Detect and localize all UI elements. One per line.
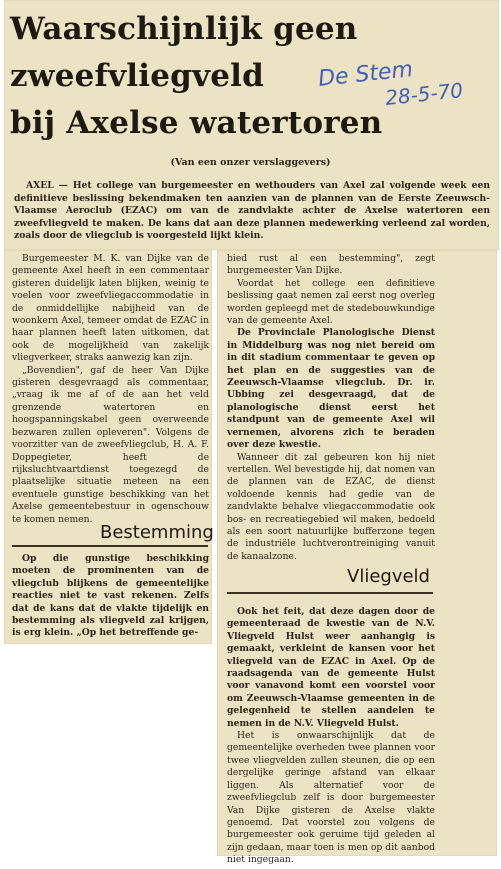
- column-right: [227, 253, 435, 563]
- paragraph: Het is onwaarschijnlijk dat de gemeentelijke overheden twee plannen voor twee vliegvelden zullen steunen, die op een dergelijke geringe afstand van elkaar liggen. Als alternatief voor de zweefvliegclub zelf is door burgemeester Van Dijke gisteren de Axelse vlakte genoemd. Dat voorstel zou volgens de burgemeester ook geruime tijd geleden al zijn gedaan, maar toen is men op dit aanbod niet ingegaan.: [227, 730, 435, 866]
- paragraph: De Provinciale Planologische Dienst in Middelburg was nog niet bereid om in dit stadium commentaar te geven op het plan en de suggesties van de Zeeuwsch-Vlaamse vliegclub. Dr. ir. Ubbing zei desgevraagd, dat de planologische dienst eerst het standpunt van de gemeente Axel wil vernemen, alvorens zich te beraden over deze kwestie.: [227, 327, 435, 451]
- column-right-lower: [227, 606, 435, 867]
- subhead-vliegveld: Vliegveld: [347, 566, 430, 587]
- paragraph: Op die gunstige beschikking moeten de prominenten van de vliegclub blijkens de gemeentelijke reacties niet te vast rekenen. Zelfs dat de kans dat de vlakte tijdelijk en bestemming als vliegveld zal krijgen, is erg klein. „Op het betreffende ge-: [12, 553, 209, 639]
- headline-line-3: bij Axelse watertoren: [10, 105, 383, 141]
- handwritten-date: 28-5-70: [383, 77, 465, 111]
- lead-paragraph: AXEL — Het college van burgemeester en wethouders van Axel zal volgende week een definitieve beslissing bekendmaken ten aanzien van de plannen van de Eerste Zeeuwsch-Vlaamse Aeroclub (EZAC) om van de zandvlakte achter de Axelse watertoren een zweefvliegveld te maken. De kans dat aan deze plannen medewerking verleend zal worden, zoals door de vliegclub is voorgesteld lijkt klein.: [14, 180, 490, 242]
- paragraph: Burgemeester M. K. van Dijke van de gemeente Axel heeft in een commentaar gisteren duidelijk laten blijken, weinig te voelen voor zweefvliegaccommodatie in de onmiddellijke nabijheid van de woonkern Axel, temeer omdat de EZAC in haar plannen heeft laten uitkomen, dat ook de mogelijkheid van zakelijk vliegverkeer, straks aanwezig kan zijn.: [12, 253, 209, 364]
- headline-line-2: zweefvliegveld: [10, 58, 265, 94]
- paragraph: Ook het feit, dat deze dagen door de gemeenteraad de kwestie van de N.V. Vliegveld Hulst weer aanhangig is gemaakt, verkleint de kansen voor het vliegveld van de EZAC in Axel. Op de raadsagenda van de gemeente Hulst voor vanavond komt een voorstel voor om Zeeuwsch-Vlaamse gemeenten in de gelegenheid te stellen aandelen te nemen in de N.V. Vliegveld Hulst.: [227, 606, 435, 729]
- column-left-lower: [12, 553, 209, 640]
- subhead-bestemming: Bestemming: [100, 522, 214, 543]
- paragraph: „Bovendien", gaf de heer Van Dijke gisteren desgevraagd als commentaar, „vraag ik me af of de aan het veld grenzende watertoren en hoogspanningskabel geen overweende bezwaren zullen opleveren". Volgens de voorzitter van de zweefvliegclub, H. A. F. Doppegieter, heeft de rijksluchtvaartdienst toegezegd de plaatselijke situatie meteen na een eventuele gunstige beschikking van het Axelse gemeentebestuur in ogenschouw te komen nemen.: [12, 364, 209, 525]
- handwritten-source: De Stem: [316, 57, 415, 92]
- paragraph: Wanneer dit zal gebeuren kon hij niet vertellen. Wel bevestigde hij, dat nomen van de plannen van de EZAC, de dienst voldoende kennis had gedie van de zandvlakte behalve vliegaccommodatie ook bos- en recreatiegebied wil maken, bedoeld als een soort natuurlijke bufferzone tegen de industriële luchtverontreiniging vanuit de kanaalzone.: [227, 451, 435, 562]
- paragraph: bied rust al een bestemming", zegt burgemeester Van Dijke.: [227, 253, 435, 277]
- divider: [12, 545, 208, 547]
- paragraph: Voordat het college een definitieve beslissing gaat nemen zal eerst nog overleg worden gepleegd met de stedebouwkundige van de gemeente Axel.: [227, 277, 435, 327]
- byline: (Van een onzer verslaggevers): [170, 157, 331, 168]
- headline-line-1: Waarschijnlijk geen: [10, 11, 358, 47]
- divider: [227, 592, 433, 594]
- column-left: [12, 253, 209, 526]
